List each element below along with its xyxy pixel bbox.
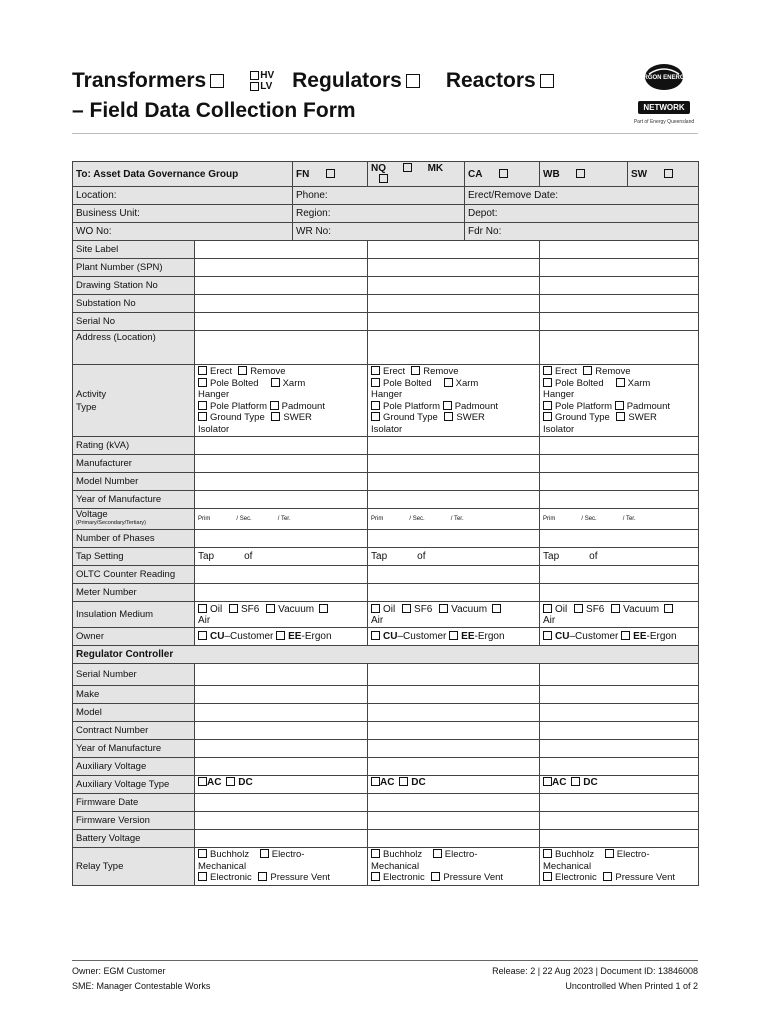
row-label: Contract Number bbox=[73, 722, 195, 740]
table-row bbox=[73, 722, 699, 740]
input-cell[interactable] bbox=[368, 740, 540, 758]
title-reactors: Reactors bbox=[445, 69, 536, 92]
insulation-options[interactable]: Oil SF6 Vacuum Air bbox=[368, 602, 540, 628]
row-label: Plant Number (SPN) bbox=[73, 259, 195, 277]
activity-row bbox=[73, 365, 699, 437]
hv-checkbox[interactable] bbox=[250, 71, 259, 80]
row-label: Auxiliary Voltage Type bbox=[73, 776, 195, 794]
row-label: OLTC Counter Reading bbox=[73, 566, 195, 584]
page-footer bbox=[72, 960, 698, 994]
input-cell[interactable] bbox=[195, 277, 368, 295]
acdc-options[interactable]: AC DC bbox=[540, 776, 699, 794]
input-cell[interactable] bbox=[368, 566, 540, 584]
region-ca[interactable]: CA bbox=[465, 162, 540, 187]
table-row bbox=[73, 830, 699, 848]
input-cell[interactable] bbox=[540, 331, 699, 365]
table-row bbox=[73, 455, 699, 473]
wo-no-field[interactable]: WO No: bbox=[73, 223, 293, 241]
row-label: Battery Voltage bbox=[73, 830, 195, 848]
table-row bbox=[73, 686, 699, 704]
row-label: Auxiliary Voltage bbox=[73, 758, 195, 776]
tap-cell[interactable]: Tap of bbox=[195, 548, 368, 566]
to-cell: To: Asset Data Governance Group bbox=[73, 162, 293, 187]
input-cell[interactable] bbox=[195, 241, 368, 259]
input-cell[interactable] bbox=[368, 295, 540, 313]
ergon-logo bbox=[628, 62, 700, 125]
footer-uncontrolled: Uncontrolled When Printed 1 of 2 bbox=[565, 981, 698, 991]
input-cell[interactable] bbox=[540, 473, 699, 491]
input-cell[interactable] bbox=[368, 686, 540, 704]
input-cell[interactable] bbox=[195, 704, 368, 722]
table-row bbox=[73, 313, 699, 331]
row-label: Manufacturer bbox=[73, 455, 195, 473]
input-cell[interactable] bbox=[368, 530, 540, 548]
tap-cell[interactable]: Tap of bbox=[540, 548, 699, 566]
table-row bbox=[73, 473, 699, 491]
input-cell[interactable] bbox=[368, 491, 540, 509]
tap-row bbox=[73, 548, 699, 566]
input-cell[interactable] bbox=[368, 277, 540, 295]
input-cell[interactable] bbox=[195, 740, 368, 758]
row-label: Site Label bbox=[73, 241, 195, 259]
lv-label: LV bbox=[260, 81, 273, 92]
acdc-options[interactable]: AC DC bbox=[368, 776, 540, 794]
input-cell[interactable] bbox=[195, 686, 368, 704]
input-cell[interactable] bbox=[195, 331, 368, 365]
wo-row bbox=[73, 223, 699, 241]
input-cell[interactable] bbox=[540, 722, 699, 740]
table-row bbox=[73, 491, 699, 509]
form-title bbox=[72, 66, 632, 126]
input-cell[interactable] bbox=[368, 241, 540, 259]
field-data-table bbox=[72, 161, 699, 886]
region-nq-mk[interactable]: NQ MK bbox=[368, 162, 465, 187]
location-row bbox=[73, 187, 699, 205]
voltage-row bbox=[73, 509, 699, 530]
input-cell[interactable] bbox=[540, 704, 699, 722]
input-cell[interactable] bbox=[195, 455, 368, 473]
input-cell[interactable] bbox=[540, 455, 699, 473]
input-cell[interactable] bbox=[195, 830, 368, 848]
input-cell[interactable] bbox=[368, 455, 540, 473]
region-wb[interactable]: WB bbox=[540, 162, 628, 187]
table-row bbox=[73, 277, 699, 295]
owner-row bbox=[73, 628, 699, 646]
row-label: Firmware Version bbox=[73, 812, 195, 830]
input-cell[interactable] bbox=[368, 473, 540, 491]
type-options[interactable]: Erect Remove Pole Bolted Xarm Hanger Pole Platform Padmount Ground Type SWER Isolator bbox=[540, 365, 699, 437]
table-row bbox=[73, 704, 699, 722]
regulators-checkbox[interactable] bbox=[406, 74, 420, 88]
row-label: Year of Manufacture bbox=[73, 740, 195, 758]
table-row bbox=[73, 812, 699, 830]
hv-label: HV bbox=[260, 70, 275, 81]
input-cell[interactable] bbox=[195, 313, 368, 331]
input-cell[interactable] bbox=[540, 313, 699, 331]
tap-cell[interactable]: Tap of bbox=[368, 548, 540, 566]
input-cell[interactable] bbox=[195, 566, 368, 584]
table-row bbox=[73, 664, 699, 686]
row-label: Year of Manufacture bbox=[73, 491, 195, 509]
type-options[interactable]: Erect Remove Pole Bolted Xarm Hanger Pole Platform Padmount Ground Type SWER Isolator bbox=[195, 365, 368, 437]
footer-release: Release: 2 | 22 Aug 2023 | Document ID: 13846008 bbox=[492, 966, 698, 976]
input-cell[interactable] bbox=[368, 331, 540, 365]
lv-checkbox[interactable] bbox=[250, 82, 259, 91]
input-cell[interactable] bbox=[540, 686, 699, 704]
input-cell[interactable] bbox=[195, 758, 368, 776]
row-label: Firmware Date bbox=[73, 794, 195, 812]
input-cell[interactable] bbox=[540, 664, 699, 686]
input-cell[interactable] bbox=[540, 437, 699, 455]
row-label: Activity Type bbox=[73, 365, 195, 437]
input-cell[interactable] bbox=[368, 313, 540, 331]
table-row bbox=[73, 740, 699, 758]
row-label: Rating (kVA) bbox=[73, 437, 195, 455]
input-cell[interactable] bbox=[368, 664, 540, 686]
table-row bbox=[73, 584, 699, 602]
row-label: Serial Number bbox=[73, 664, 195, 686]
input-cell[interactable] bbox=[540, 584, 699, 602]
table-row bbox=[73, 566, 699, 584]
relay-options[interactable]: Buchholz Electro- Mechanical Electronic Pressure Vent bbox=[368, 848, 540, 886]
logo-network: NETWORK bbox=[638, 101, 689, 114]
row-label: Serial No bbox=[73, 313, 195, 331]
row-label: Model bbox=[73, 704, 195, 722]
phone-field[interactable]: Phone: bbox=[293, 187, 465, 205]
input-cell[interactable] bbox=[368, 794, 540, 812]
table-row bbox=[73, 331, 699, 365]
input-cell[interactable] bbox=[368, 812, 540, 830]
input-cell[interactable] bbox=[368, 437, 540, 455]
relay-options[interactable]: Buchholz Electro- Mechanical Electronic Pressure Vent bbox=[195, 848, 368, 886]
table-row bbox=[73, 530, 699, 548]
footer-sme: SME: Manager Contestable Works bbox=[72, 981, 211, 991]
insulation-row bbox=[73, 602, 699, 628]
input-cell[interactable] bbox=[368, 758, 540, 776]
hv-lv-options bbox=[250, 70, 274, 92]
input-cell[interactable] bbox=[540, 295, 699, 313]
owner-options[interactable]: CU–Customer EE-Ergon bbox=[195, 628, 368, 646]
input-cell[interactable] bbox=[195, 584, 368, 602]
input-cell[interactable] bbox=[540, 812, 699, 830]
reactors-checkbox[interactable] bbox=[540, 74, 554, 88]
input-cell[interactable] bbox=[195, 722, 368, 740]
owner-options[interactable]: CU–Customer EE-Ergon bbox=[368, 628, 540, 646]
input-cell[interactable] bbox=[195, 530, 368, 548]
location-field[interactable]: Location: bbox=[73, 187, 293, 205]
logo-brand: ERGON ENERGY bbox=[639, 75, 689, 81]
table-row bbox=[73, 794, 699, 812]
logo-tagline: Part of Energy Queensland bbox=[633, 119, 695, 125]
title-rule bbox=[72, 133, 698, 134]
business-unit-row bbox=[73, 205, 699, 223]
row-label: Model Number bbox=[73, 473, 195, 491]
relay-row bbox=[73, 848, 699, 886]
input-cell[interactable] bbox=[540, 830, 699, 848]
input-cell[interactable] bbox=[540, 740, 699, 758]
title-regulators: Regulators bbox=[292, 69, 402, 92]
input-cell[interactable] bbox=[195, 295, 368, 313]
erect-remove-date-field[interactable]: Erect/Remove Date: bbox=[465, 187, 699, 205]
input-cell[interactable] bbox=[195, 664, 368, 686]
row-label: Substation No bbox=[73, 295, 195, 313]
input-cell[interactable] bbox=[368, 259, 540, 277]
depot-field[interactable]: Depot: bbox=[465, 205, 699, 223]
row-label: Tap Setting bbox=[73, 548, 195, 566]
relay-options[interactable]: Buchholz Electro- Mechanical Electronic Pressure Vent bbox=[540, 848, 699, 886]
input-cell[interactable] bbox=[368, 830, 540, 848]
row-label: Number of Phases bbox=[73, 530, 195, 548]
input-cell[interactable] bbox=[540, 566, 699, 584]
row-label: Insulation Medium bbox=[73, 602, 195, 628]
region-fn[interactable]: FN bbox=[293, 162, 368, 187]
fdr-no-field[interactable]: Fdr No: bbox=[465, 223, 699, 241]
voltage-cell[interactable]: Prim / Sec. / Ter. bbox=[195, 509, 368, 530]
input-cell[interactable] bbox=[195, 437, 368, 455]
insulation-options[interactable]: Oil SF6 Vacuum Air bbox=[540, 602, 699, 628]
input-cell[interactable] bbox=[540, 259, 699, 277]
input-cell[interactable] bbox=[540, 758, 699, 776]
row-label: Drawing Station No bbox=[73, 277, 195, 295]
input-cell[interactable] bbox=[540, 491, 699, 509]
row-label: Make bbox=[73, 686, 195, 704]
regulator-controller-header: Regulator Controller bbox=[73, 646, 699, 664]
title-transformers: Transformers bbox=[72, 69, 207, 92]
input-cell[interactable] bbox=[368, 704, 540, 722]
input-cell[interactable] bbox=[195, 491, 368, 509]
type-options[interactable]: Erect Remove Pole Bolted Xarm Hanger Pole Platform Padmount Ground Type SWER Isolator bbox=[368, 365, 540, 437]
ergon-logo-icon bbox=[639, 62, 689, 92]
input-cell[interactable] bbox=[195, 473, 368, 491]
input-cell[interactable] bbox=[368, 584, 540, 602]
input-cell[interactable] bbox=[540, 530, 699, 548]
input-cell[interactable] bbox=[540, 794, 699, 812]
footer-owner: Owner: EGM Customer bbox=[72, 966, 166, 976]
row-label: Voltage (Primary/Secondary/Tertiary) bbox=[73, 509, 195, 530]
input-cell[interactable] bbox=[540, 241, 699, 259]
input-cell[interactable] bbox=[540, 277, 699, 295]
wr-no-field[interactable]: WR No: bbox=[293, 223, 465, 241]
table-row bbox=[73, 295, 699, 313]
voltage-cell[interactable]: Prim / Sec. / Ter. bbox=[540, 509, 699, 530]
voltage-cell[interactable]: Prim / Sec. / Ter. bbox=[368, 509, 540, 530]
region-sw[interactable]: SW bbox=[628, 162, 699, 187]
owner-options[interactable]: CU–Customer EE-Ergon bbox=[540, 628, 699, 646]
row-label: Address (Location) bbox=[73, 331, 195, 365]
row-label: Relay Type bbox=[73, 848, 195, 886]
input-cell[interactable] bbox=[195, 794, 368, 812]
table-row bbox=[73, 437, 699, 455]
input-cell[interactable] bbox=[195, 812, 368, 830]
table-row bbox=[73, 259, 699, 277]
acdc-options[interactable]: AC DC bbox=[195, 776, 368, 794]
insulation-options[interactable]: Oil SF6 Vacuum Air bbox=[195, 602, 368, 628]
header-row bbox=[73, 162, 699, 187]
input-cell[interactable] bbox=[195, 259, 368, 277]
title-subtitle: – Field Data Collection Form bbox=[72, 99, 356, 122]
aux-type-row bbox=[73, 776, 699, 794]
table-row bbox=[73, 241, 699, 259]
input-cell[interactable] bbox=[368, 722, 540, 740]
region-field[interactable]: Region: bbox=[293, 205, 465, 223]
transformers-checkbox[interactable] bbox=[210, 74, 224, 88]
business-unit-field[interactable]: Business Unit: bbox=[73, 205, 293, 223]
row-label: Meter Number bbox=[73, 584, 195, 602]
table-row bbox=[73, 758, 699, 776]
row-label: Owner bbox=[73, 628, 195, 646]
